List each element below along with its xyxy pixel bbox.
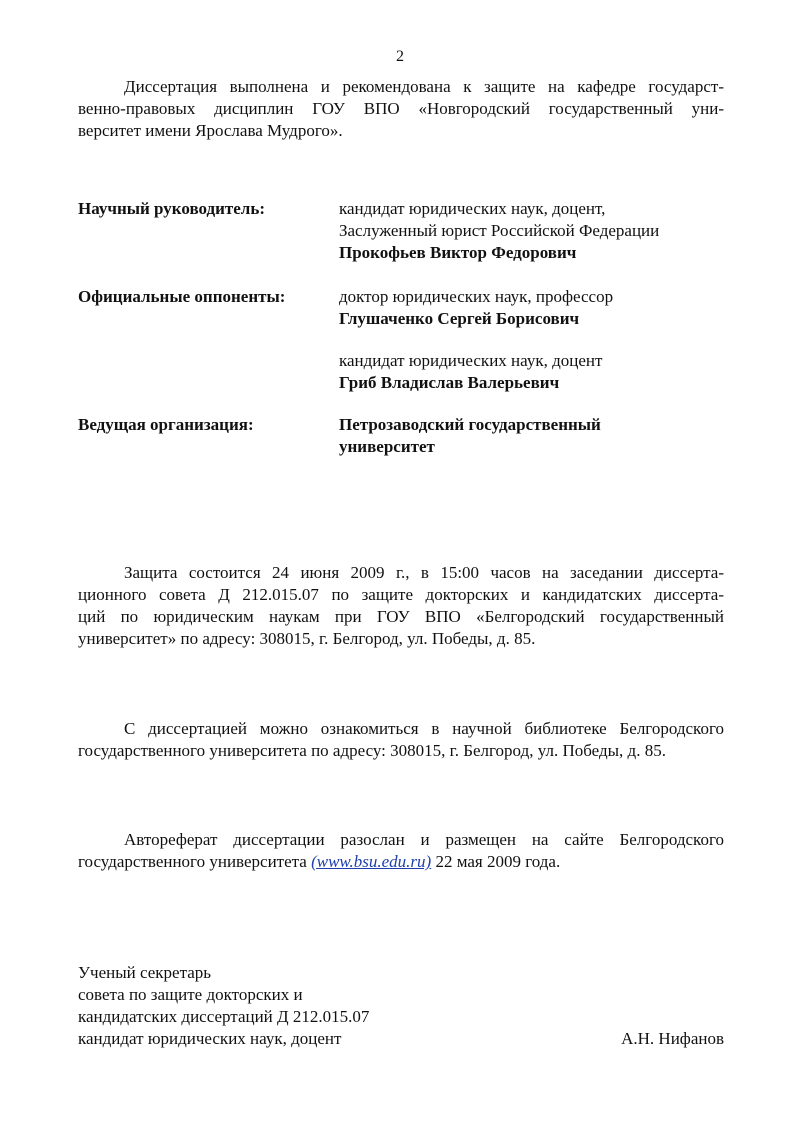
opponent-1-name: Глушаченко Сергей Борисович <box>339 309 580 328</box>
supervisor-block <box>339 198 739 264</box>
library-line-2: государственного университета по адресу: 308015, г. Белгород, ул. Победы, д. 85. <box>78 741 666 760</box>
abstract-paragraph <box>78 829 724 873</box>
opponent-2-degree: кандидат юридических наук, доцент <box>339 351 603 370</box>
signature-line-4: кандидат юридических наук, доцент <box>78 1029 342 1048</box>
intro-line-3: верситет имени Ярослава Мудрого». <box>78 121 343 140</box>
opponent-2-name: Гриб Владислав Валерьевич <box>339 373 560 392</box>
website-link[interactable]: (www.bsu.edu.ru) <box>311 852 432 871</box>
secretary-name: А.Н. Нифанов <box>621 1029 724 1048</box>
intro-line-1: Диссертация выполнена и рекомендована к защите на кафедре государст- <box>124 77 724 96</box>
library-paragraph <box>78 718 724 762</box>
lead-org-label: Ведущая организация: <box>78 415 254 434</box>
lead-org-line-1: Петрозаводский государственный <box>339 415 601 434</box>
signature-line-3: кандидатских диссертаций Д 212.015.07 <box>78 1007 370 1026</box>
defense-line-3: ций по юридическим наукам при ГОУ ВПО «Белгородский государственный <box>78 607 724 626</box>
opponent-1-degree: доктор юридических наук, профессор <box>339 287 614 306</box>
opponent-2-block <box>339 350 739 394</box>
abstract-line-1: Автореферат диссертации разослан и размещен на сайте Белгородского <box>124 830 724 849</box>
defense-line-2: ционного совета Д 212.015.07 по защите докторских и кандидатских диссерта- <box>78 585 724 604</box>
abstract-line-2-before: государственного университета <box>78 852 312 871</box>
supervisor-name: Прокофьев Виктор Федорович <box>339 243 577 262</box>
lead-org-block <box>339 414 739 458</box>
abstract-line-2 <box>78 851 724 873</box>
defense-line-1: Защита состоится 24 июня 2009 г., в 15:00 часов на заседании диссерта- <box>124 563 724 582</box>
defense-line-4: университет» по адресу: 308015, г. Белгород, ул. Победы, д. 85. <box>78 629 536 648</box>
opponents-label: Официальные оппоненты: <box>78 287 286 306</box>
signature-line-1: Ученый секретарь <box>78 963 212 982</box>
opponent-1-block <box>339 286 739 330</box>
defense-paragraph <box>78 562 724 650</box>
signature-block <box>78 962 478 1050</box>
intro-paragraph <box>78 76 724 142</box>
intro-line-2: венно-правовых дисциплин ГОУ ВПО «Новгородский государственный уни- <box>78 99 724 118</box>
signature-line-2: совета по защите докторских и <box>78 985 303 1004</box>
supervisor-degree: кандидат юридических наук, доцент, <box>339 199 606 218</box>
supervisor-label: Научный руководитель: <box>78 199 265 218</box>
page-number: 2 <box>396 48 404 65</box>
lead-org-line-2: университет <box>339 437 435 456</box>
library-line-1: С диссертацией можно ознакомиться в научной библиотеке Белгородского <box>124 719 724 738</box>
abstract-line-2-after: 22 мая 2009 года. <box>431 852 561 871</box>
supervisor-title: Заслуженный юрист Российской Федерации <box>339 221 660 240</box>
